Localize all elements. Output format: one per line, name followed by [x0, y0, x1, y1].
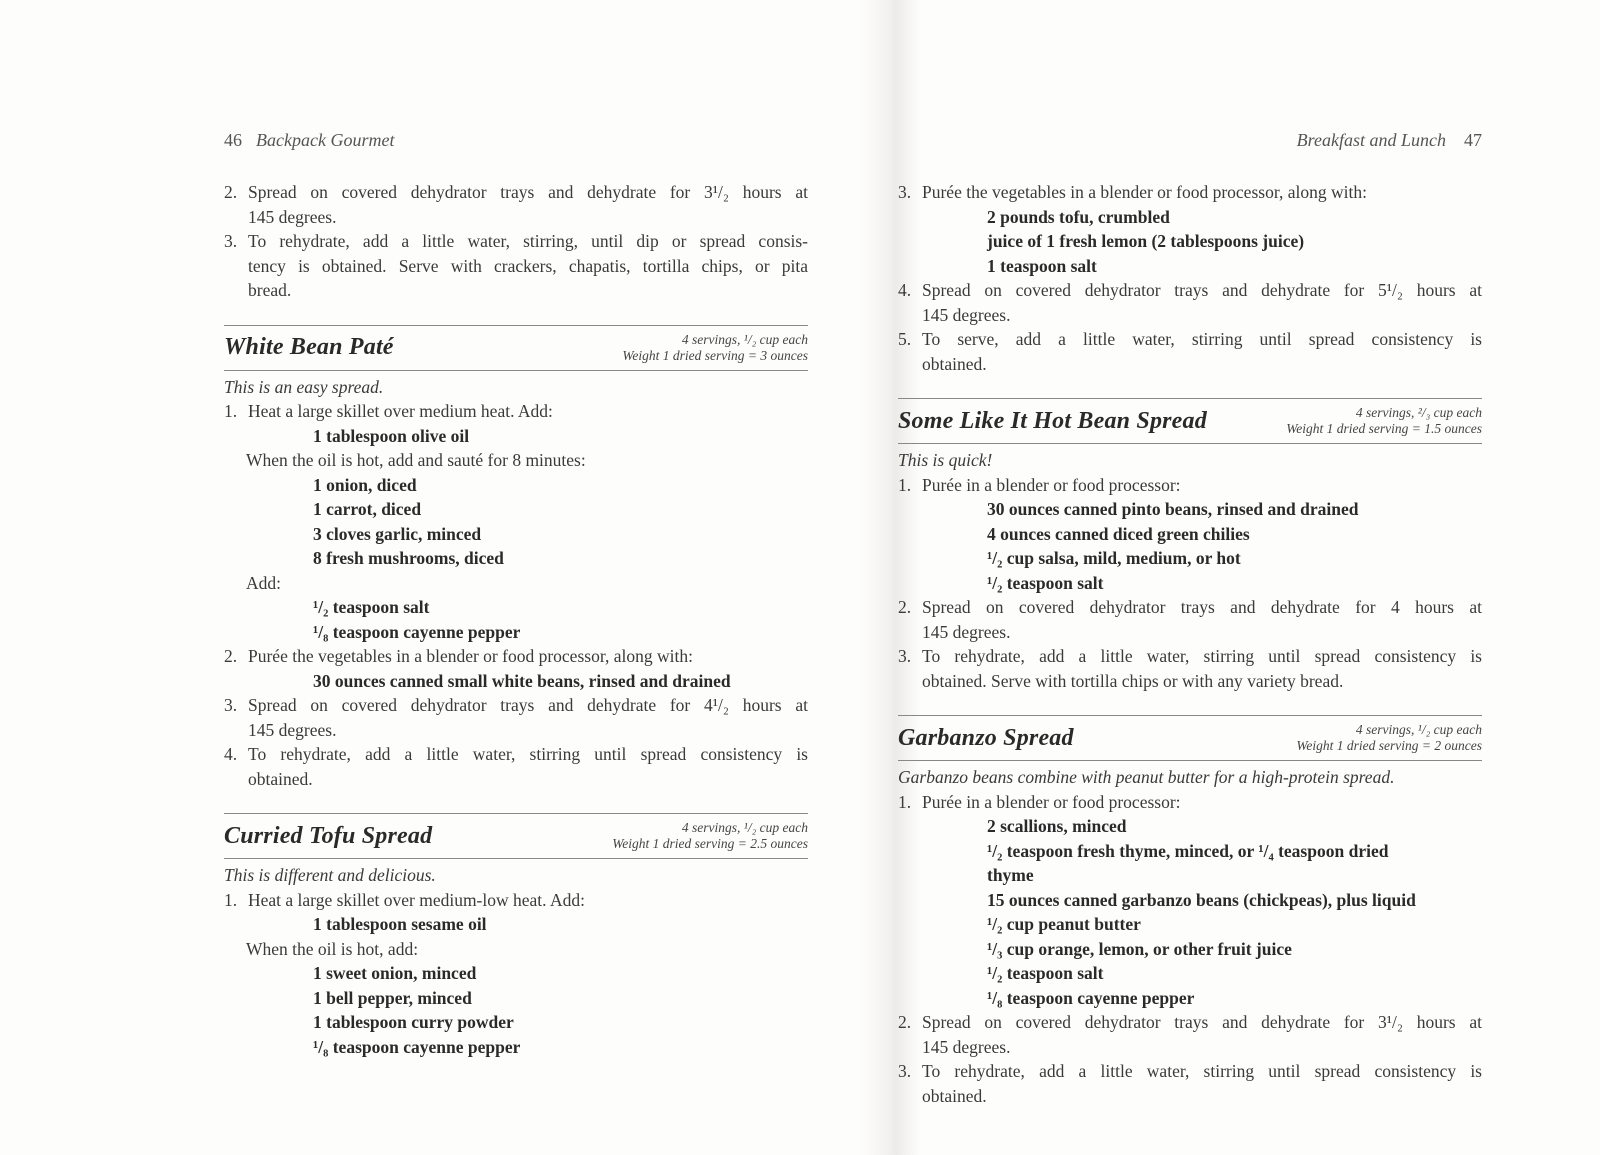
ingredient-line: [898, 254, 1482, 279]
step-line: [898, 790, 1482, 815]
line-text: Purée in a blender or food processor:: [922, 474, 1181, 495]
line-text: 4 ounces canned diced green chilies: [987, 523, 1250, 544]
line-text: Spread on covered dehydrator trays and dehydrate for 3¹/₂ hours at: [922, 1012, 1482, 1032]
line-text: Spread on covered dehydrator trays and dehydrate for 4¹/₂ hours at: [248, 695, 808, 715]
recipe-intro: [898, 765, 1482, 790]
line-text: 30 ounces canned small white beans, rinsed and drained: [313, 670, 731, 691]
line-text: ¹/₃ cup orange, lemon, or other fruit juice: [987, 938, 1292, 959]
line-text: Spread on covered dehydrator trays and dehydrate for 5¹/₂ hours at: [922, 280, 1482, 300]
line-text: ¹/₈ teaspoon cayenne pepper: [313, 621, 521, 642]
weight-text: Weight 1 dried serving = 1.5 ounces: [1286, 421, 1482, 436]
line-text: ¹/₈ teaspoon cayenne pepper: [313, 1036, 521, 1057]
step-number: 1.: [898, 791, 912, 812]
line-text: 145 degrees.: [922, 621, 1011, 642]
line-text: 8 fresh mushrooms, diced: [313, 548, 504, 568]
recipe-yield: [622, 332, 808, 364]
line-text: obtained.: [922, 353, 987, 374]
line-text: ¹/₂ teaspoon salt: [987, 963, 1104, 983]
line-text: To rehydrate, add a little water, stirring until spread consistency is: [922, 646, 1482, 666]
line-text: ¹/₂ teaspoon salt: [313, 597, 430, 617]
instruction-line: [224, 937, 808, 962]
line-text: 1 bell pepper, minced: [313, 987, 472, 1008]
line-text: ¹/₂ cup salsa, mild, medium, or hot: [987, 548, 1241, 568]
servings-text: 4 servings, ¹/₂ cup each: [681, 331, 808, 347]
step-line: [898, 473, 1482, 498]
step-line: [224, 399, 808, 424]
step-continuation: [224, 718, 808, 743]
ingredient-line: [898, 986, 1482, 1011]
step-line: [898, 327, 1482, 352]
line-text: 145 degrees.: [922, 1036, 1011, 1057]
line-text: 2 pounds tofu, crumbled: [987, 206, 1170, 227]
line-text: This is an easy spread.: [224, 376, 384, 397]
step-line: [224, 888, 808, 913]
line-text: 1 carrot, diced: [313, 499, 422, 519]
step-continuation: [898, 1035, 1482, 1060]
ingredient-line: [898, 961, 1482, 986]
line-text: bread.: [248, 280, 292, 300]
line-text: tency is obtained. Serve with crackers, chapatis, tortilla chips, or pita: [248, 255, 808, 276]
step-continuation: [224, 205, 808, 230]
weight-text: Weight 1 dried serving = 2.5 ounces: [612, 836, 808, 851]
step-line: [224, 644, 808, 669]
step-line: [898, 278, 1482, 303]
step-number: 2.: [224, 646, 238, 666]
step-continuation: [224, 254, 808, 279]
step-line: [224, 229, 808, 254]
ingredient-line: [898, 937, 1482, 962]
step-continuation: [898, 303, 1482, 328]
line-text: obtained.: [248, 768, 313, 789]
line-text: To rehydrate, add a little water, stirring, until dip or spread consis-: [248, 231, 808, 251]
ingredient-line: [224, 595, 808, 620]
recipe-title: Garbanzo Spread: [898, 724, 1074, 751]
running-header: [898, 130, 1482, 160]
line-text: To rehydrate, add a little water, stirring until spread consistency is: [922, 1061, 1482, 1081]
step-number: 4.: [224, 744, 238, 764]
servings-text: 4 servings, ²/₃ cup each: [1355, 405, 1482, 420]
page-body: [898, 180, 1482, 1108]
line-text: juice of 1 fresh lemon (2 tablespoons juice): [987, 231, 1305, 251]
ingredient-line: [898, 863, 1482, 888]
recipe-title: Some Like It Hot Bean Spread: [898, 407, 1207, 434]
step-continuation: [898, 669, 1482, 694]
ingredient-line: [898, 888, 1482, 913]
running-header: [224, 130, 808, 160]
ingredient-line: [898, 522, 1482, 547]
ingredient-line: [224, 912, 808, 937]
ingredient-line: [898, 205, 1482, 230]
line-text: 1 sweet onion, minced: [313, 963, 477, 983]
recipe-yield: [612, 820, 808, 852]
line-text: 1 teaspoon salt: [987, 255, 1097, 276]
ingredient-line: [224, 1035, 808, 1060]
step-line: [898, 644, 1482, 669]
instruction-line: [224, 571, 808, 596]
line-text: This is different and delicious.: [224, 865, 436, 885]
recipe-header: [224, 813, 808, 859]
step-line: [224, 693, 808, 718]
recipe-intro: [224, 863, 808, 888]
recipe-header: [224, 325, 808, 371]
line-text: thyme: [987, 865, 1034, 885]
line-text: Spread on covered dehydrator trays and dehydrate for 4 hours at: [922, 597, 1482, 617]
line-text: 145 degrees.: [248, 206, 337, 227]
ingredient-line: [898, 814, 1482, 839]
line-text: 145 degrees.: [248, 719, 337, 740]
ingredient-line: [224, 1010, 808, 1035]
recipe-title: Curried Tofu Spread: [224, 822, 433, 849]
line-text: Purée in a blender or food processor:: [922, 791, 1181, 812]
step-number: 5.: [898, 329, 912, 349]
weight-text: Weight 1 dried serving = 2 ounces: [1296, 738, 1482, 753]
step-continuation: [224, 767, 808, 792]
step-number: 3.: [224, 695, 238, 715]
line-text: 1 onion, diced: [313, 474, 417, 495]
line-text: 30 ounces canned pinto beans, rinsed and drained: [987, 499, 1359, 519]
step-number: 4.: [898, 280, 912, 300]
line-text: 1 tablespoon olive oil: [313, 425, 470, 446]
line-text: Add:: [246, 572, 281, 593]
line-text: 145 degrees.: [922, 304, 1011, 325]
left-page: [224, 130, 808, 1059]
line-text: To rehydrate, add a little water, stirring until spread consistency is: [248, 744, 808, 764]
step-line: [224, 742, 808, 767]
step-number: 2.: [898, 597, 912, 617]
line-text: 3 cloves garlic, minced: [313, 523, 482, 544]
ingredient-line: [224, 522, 808, 547]
ingredient-line: [224, 669, 808, 694]
ingredient-line: [898, 546, 1482, 571]
step-number: 1.: [898, 474, 912, 495]
line-text: When the oil is hot, add and sauté for 8 minutes:: [246, 450, 586, 470]
servings-text: 4 servings, ¹/₂ cup each: [1355, 722, 1482, 737]
step-continuation: [898, 352, 1482, 377]
line-text: ¹/₂ teaspoon fresh thyme, minced, or ¹/₄ teaspoon dried: [987, 840, 1389, 861]
recipe-title: White Bean Paté: [224, 334, 394, 360]
page-number: 47: [1464, 130, 1482, 150]
step-line: [898, 1010, 1482, 1035]
step-line: [224, 180, 808, 205]
line-text: Purée the vegetables in a blender or food processor, along with:: [248, 646, 693, 666]
page-body: [224, 180, 808, 1059]
step-number: 2.: [224, 182, 238, 202]
line-text: Garbanzo beans combine with peanut butter for a high-protein spread.: [898, 767, 1395, 787]
step-line: [898, 595, 1482, 620]
line-text: 1 tablespoon sesame oil: [313, 914, 487, 934]
ingredient-line: [224, 961, 808, 986]
ingredient-line: [224, 546, 808, 571]
step-number: 1.: [224, 401, 238, 421]
line-text: Purée the vegetables in a blender or food processor, along with:: [922, 182, 1367, 202]
instruction-line: [224, 448, 808, 473]
line-text: Spread on covered dehydrator trays and dehydrate for 3¹/₂ hours at: [248, 182, 808, 202]
step-number: 2.: [898, 1012, 912, 1032]
line-text: 2 scallions, minced: [987, 816, 1127, 836]
ingredient-line: [898, 497, 1482, 522]
step-continuation: [898, 1084, 1482, 1109]
servings-text: 4 servings, ¹/₂ cup each: [681, 820, 808, 835]
weight-text: Weight 1 dried serving = 3 ounces: [622, 347, 808, 363]
page-number: 46: [224, 130, 242, 150]
ingredient-line: [224, 497, 808, 522]
ingredient-line: [898, 571, 1482, 596]
step-continuation: [224, 278, 808, 303]
ingredient-line: [898, 229, 1482, 254]
line-text: ¹/₂ teaspoon salt: [987, 572, 1104, 593]
running-title: Breakfast and Lunch: [1296, 130, 1446, 150]
ingredient-line: [224, 424, 808, 449]
line-text: 15 ounces canned garbanzo beans (chickpeas), plus liquid: [987, 889, 1416, 910]
recipe-header: [898, 398, 1482, 444]
ingredient-line: [224, 986, 808, 1011]
ingredient-line: [898, 839, 1482, 864]
step-number: 3.: [898, 646, 912, 666]
line-text: obtained. Serve with tortilla chips or with any variety bread.: [922, 670, 1344, 691]
line-text: obtained.: [922, 1085, 987, 1106]
right-page: [898, 130, 1482, 1108]
step-number: 1.: [224, 889, 238, 910]
recipe-yield: [1296, 722, 1482, 754]
line-text: 1 tablespoon curry powder: [313, 1012, 514, 1032]
ingredient-line: [898, 912, 1482, 937]
step-line: [898, 180, 1482, 205]
step-number: 3.: [898, 1061, 912, 1081]
line-text: To serve, add a little water, stirring until spread consistency is: [922, 329, 1482, 349]
step-continuation: [898, 620, 1482, 645]
step-line: [898, 1059, 1482, 1084]
recipe-header: [898, 715, 1482, 761]
line-text: Heat a large skillet over medium-low heat. Add:: [248, 889, 585, 910]
step-number: 3.: [224, 231, 238, 251]
line-text: ¹/₂ cup peanut butter: [987, 914, 1141, 934]
line-text: Heat a large skillet over medium heat. Add:: [248, 401, 553, 421]
running-title: Backpack Gourmet: [256, 130, 395, 150]
recipe-yield: [1286, 405, 1482, 437]
recipe-intro: [898, 448, 1482, 473]
line-text: When the oil is hot, add:: [246, 938, 419, 959]
ingredient-line: [224, 620, 808, 645]
line-text: ¹/₈ teaspoon cayenne pepper: [987, 987, 1195, 1008]
line-text: This is quick!: [898, 450, 993, 470]
step-number: 3.: [898, 182, 912, 202]
recipe-intro: [224, 375, 808, 400]
ingredient-line: [224, 473, 808, 498]
